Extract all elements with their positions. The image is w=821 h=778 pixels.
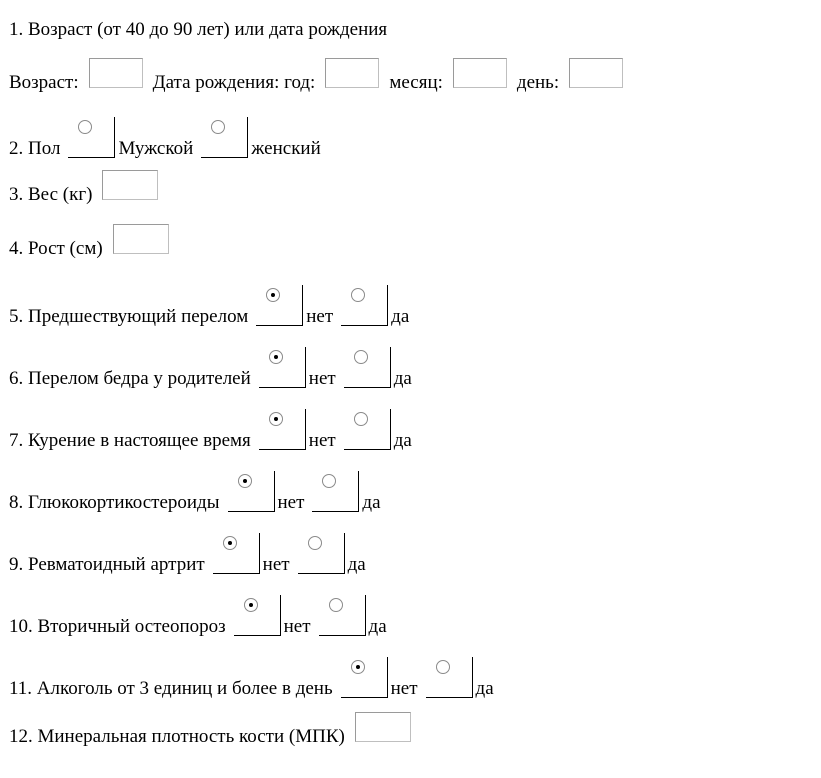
question-12-label: 12. Минеральная плотность кости (МПК) <box>9 726 345 747</box>
question-6-no-label: нет <box>308 368 336 389</box>
question-1-fields-row <box>9 62 623 92</box>
question-10-yes-radio[interactable] <box>319 594 367 636</box>
sex-male-radio[interactable] <box>68 116 116 158</box>
question-10-no-radio[interactable] <box>234 594 282 636</box>
radio-circle-icon <box>436 660 450 674</box>
question-8-label: 8. Глюкокортикостероиды <box>9 492 220 513</box>
question-6-no-radio[interactable] <box>259 346 307 388</box>
question-5-label: 5. Предшествующий перелом <box>9 306 249 327</box>
birth-year-input[interactable] <box>325 58 379 88</box>
question-10-label: 10. Вторичный остеопороз <box>9 616 226 637</box>
radio-checked-icon <box>223 536 237 550</box>
sex-female-label: женский <box>251 138 321 159</box>
question-12-row <box>9 716 411 746</box>
age-input[interactable] <box>89 58 143 88</box>
question-7-label: 7. Курение в настоящее время <box>9 430 251 451</box>
birth-year-label: Дата рождения: год: <box>152 72 316 93</box>
question-6-yes-label: да <box>393 368 412 389</box>
question-4-label: 4. Рост (см) <box>9 238 103 259</box>
sex-male-label: Мужской <box>118 138 194 159</box>
question-6-label: 6. Перелом бедра у родителей <box>9 368 251 389</box>
radio-circle-icon <box>354 412 368 426</box>
question-2-label: 2. Пол <box>9 138 61 159</box>
weight-input[interactable] <box>102 170 158 200</box>
question-5-no-radio[interactable] <box>256 284 304 326</box>
question-9-row <box>9 532 366 574</box>
question-7-no-radio[interactable] <box>259 408 307 450</box>
question-8-no-radio[interactable] <box>228 470 276 512</box>
question-1-heading: 1. Возраст (от 40 до 90 лет) или дата рождения <box>9 19 388 40</box>
age-label: Возраст: <box>9 72 79 93</box>
question-11-no-label: нет <box>390 678 418 699</box>
question-6-yes-radio[interactable] <box>344 346 392 388</box>
height-input[interactable] <box>113 224 169 254</box>
radio-circle-icon <box>308 536 322 550</box>
question-9-no-radio[interactable] <box>213 532 261 574</box>
question-8-yes-radio[interactable] <box>312 470 360 512</box>
question-5-no-label: нет <box>306 306 334 327</box>
radio-checked-icon <box>351 660 365 674</box>
bmd-input[interactable] <box>355 712 411 742</box>
question-11-no-radio[interactable] <box>341 656 389 698</box>
question-4-row <box>9 228 169 258</box>
birth-day-input[interactable] <box>569 58 623 88</box>
question-9-yes-radio[interactable] <box>298 532 346 574</box>
question-7-row <box>9 408 412 450</box>
question-8-row <box>9 470 381 512</box>
question-9-yes-label: да <box>347 554 366 575</box>
radio-circle-icon <box>329 598 343 612</box>
radio-circle-icon <box>354 350 368 364</box>
question-11-row <box>9 656 494 698</box>
question-10-row <box>9 594 387 636</box>
radio-checked-icon <box>238 474 252 488</box>
birth-month-input[interactable] <box>453 58 507 88</box>
question-11-label: 11. Алкоголь от 3 единиц и более в день <box>9 678 333 699</box>
question-10-yes-label: да <box>368 616 387 637</box>
question-8-no-label: нет <box>277 492 305 513</box>
question-5-yes-label: да <box>391 306 410 327</box>
question-9-no-label: нет <box>262 554 290 575</box>
radio-checked-icon <box>269 350 283 364</box>
question-2-row <box>9 116 321 158</box>
question-11-yes-radio[interactable] <box>426 656 474 698</box>
question-8-yes-label: да <box>362 492 381 513</box>
question-1-heading-row <box>9 20 387 39</box>
question-7-yes-radio[interactable] <box>344 408 392 450</box>
birth-month-label: месяц: <box>389 72 443 93</box>
question-7-yes-label: да <box>393 430 412 451</box>
question-5-row <box>9 284 409 326</box>
sex-female-radio[interactable] <box>201 116 249 158</box>
question-7-no-label: нет <box>308 430 336 451</box>
question-9-label: 9. Ревматоидный артрит <box>9 554 205 575</box>
question-3-label: 3. Вес (кг) <box>9 184 93 205</box>
question-6-row <box>9 346 412 388</box>
radio-checked-icon <box>244 598 258 612</box>
question-11-yes-label: да <box>475 678 494 699</box>
question-10-no-label: нет <box>283 616 311 637</box>
radio-checked-icon <box>269 412 283 426</box>
question-3-row <box>9 174 158 204</box>
birth-day-label: день: <box>516 72 560 93</box>
question-5-yes-radio[interactable] <box>341 284 389 326</box>
